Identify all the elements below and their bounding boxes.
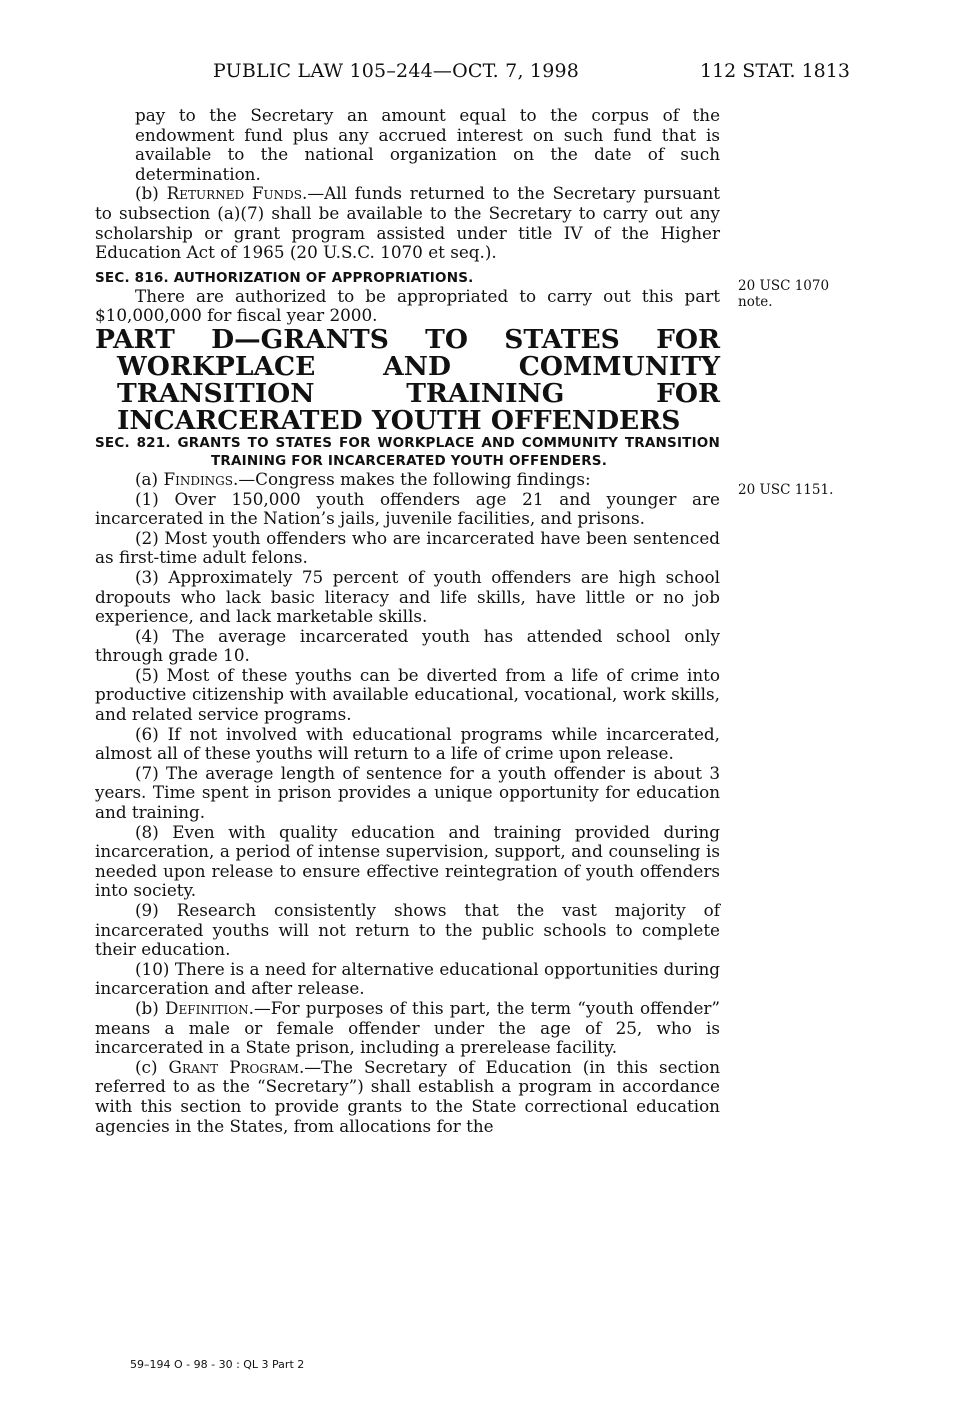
- finding-7: (7) The average length of sentence for a youth offender is about 3 years. Time spent in prison provides a unique opportunity for education and training.: [95, 762, 720, 823]
- subsection-a-findings: (a) Findings.—Congress makes the following findings:: [135, 468, 591, 489]
- margin-note-usc-1151: 20 USC 1151.: [738, 482, 834, 498]
- finding-5: (5) Most of these youths can be diverted from a life of crime into productive citizenship with available educational, vocational, work skills, and related service programs.: [95, 664, 720, 725]
- finding-4: (4) The average incarcerated youth has attended school only through grade 10.: [95, 625, 720, 666]
- finding-9: (9) Research consistently shows that the vast majority of incarcerated youths will not return to the public schools to complete their education.: [95, 900, 720, 960]
- finding-3: (3) Approximately 75 percent of youth offenders are high school dropouts who lack basic literacy and life skills, have little or no job experience, and lack marketable skills.: [95, 566, 720, 627]
- margin-note-usc-1070: 20 USC 1070 note.: [738, 278, 830, 310]
- page-header-stat: 112 STAT. 1813: [700, 60, 850, 82]
- section-821-heading: SEC. 821. GRANTS TO STATES FOR WORKPLACE AND COMMUNITY TRANSITION TRAINING FOR INCARCERATED YOUTH OFFENDERS.: [95, 434, 720, 469]
- page-footer-code: 59–194 O - 98 - 30 : QL 3 Part 2: [130, 1358, 305, 1371]
- subsection-heading: Grant Program: [168, 1056, 299, 1077]
- subsection-b-definition: (b) Definition.—For purposes of this part, the term “youth offender” means a male or female offender under the age of 25, who is incarcerated in a State prison, including a prerelease facility.: [95, 997, 721, 1058]
- subsection-heading: Findings: [163, 468, 233, 489]
- subsection-c-grant-program: (c) Grant Program.—The Secretary of Education (in this section referred to as the “Secretary”) shall establish a program in accordance with this section to provide grants to the State correctional education agencies in the States, from allocations for the: [95, 1056, 721, 1136]
- appropriations-paragraph: There are authorized to be appropriated to carry out this part $10,000,000 for fiscal year 2000.: [95, 285, 720, 326]
- subsection-heading: Definition: [165, 997, 249, 1018]
- subsection-b-returned-funds: (b) Returned Funds.—All funds returned to the Secretary pursuant to subsection (a)(7) shall be available to the Secretary to carry out any scholarship or grant program assisted under title IV of the Higher Education Act of 1965 (20 U.S.C. 1070 et seq.).: [95, 183, 720, 263]
- finding-8: (8) Even with quality education and training provided during incarceration, a period of intense supervision, support, and counseling is needed upon release to ensure effective reintegration of youth offenders into society.: [95, 821, 720, 901]
- part-d-heading: PART D—GRANTS TO STATES FOR WORKPLACE AND COMMUNITY TRANSITION TRAINING FOR INCARCERATED YOUTH OFFENDERS: [95, 323, 720, 436]
- subsection-heading: Returned Funds: [166, 183, 303, 204]
- finding-1: (1) Over 150,000 youth offenders age 21 and younger are incarcerated in the Nation’s jails, juvenile facilities, and prisons.: [95, 488, 720, 529]
- finding-10: (10) There is a need for alternative educational opportunities during incarceration and after release.: [95, 958, 720, 999]
- body-column: [95, 106, 720, 1136]
- paragraph-continuation: pay to the Secretary an amount equal to the corpus of the endowment fund plus any accrued interest on such fund that is available to the national organization on the date of such determination.: [135, 105, 720, 184]
- finding-2: (2) Most youth offenders who are incarcerated have been sentenced as first-time adult felons.: [95, 527, 720, 568]
- section-816-heading: SEC. 816. AUTHORIZATION OF APPROPRIATIONS.: [95, 269, 474, 286]
- page-header-law: PUBLIC LAW 105–244—OCT. 7, 1998: [213, 60, 580, 82]
- finding-6: (6) If not involved with educational programs while incarcerated, almost all of these youths will return to a life of crime upon release.: [95, 723, 720, 764]
